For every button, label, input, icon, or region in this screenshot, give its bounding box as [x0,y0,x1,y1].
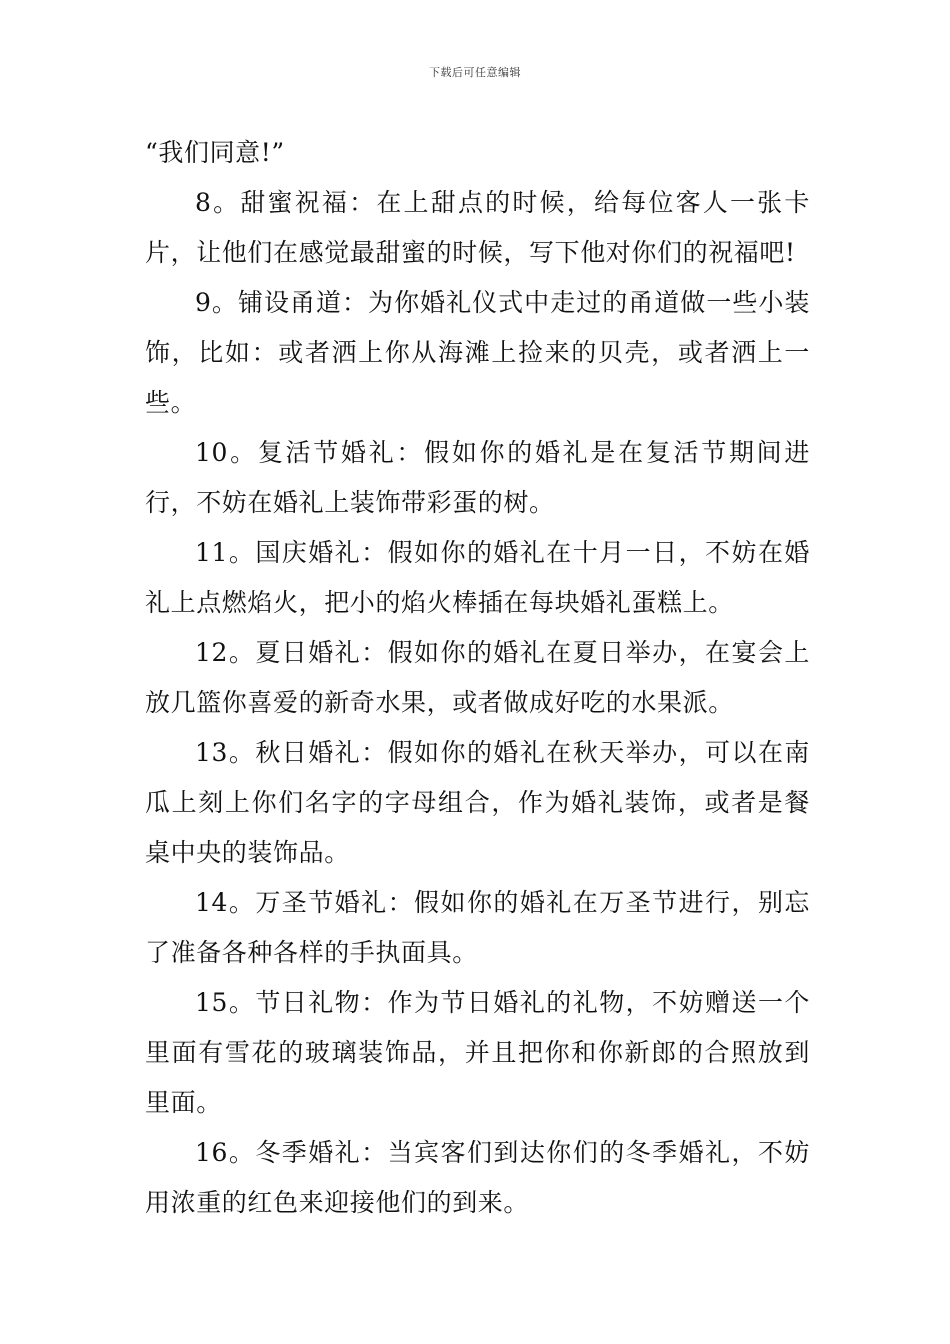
paragraph-item-10: 10。复活节婚礼：假如你的婚礼是在复活节期间进行，不妨在婚礼上装饰带彩蛋的树。 [145,438,810,517]
document-body [145,128,810,1228]
paragraph-item-8: 8。甜蜜祝福：在上甜点的时候，给每位客人一张卡片，让他们在感觉最甜蜜的时候，写下他对你们的祝福吧! [145,188,810,267]
paragraph-item-16: 16。冬季婚礼：当宾客们到达你们的冬季婚礼，不妨用浓重的红色来迎接他们的到来。 [145,1138,810,1217]
paragraph-item-9: 9。铺设甬道：为你婚礼仪式中走过的甬道做一些小装饰，比如：或者洒上你从海滩上捡来的贝壳，或者洒上一些。 [145,288,810,417]
paragraph-quote: “我们同意!” [145,138,285,167]
paragraph-item-13: 13。秋日婚礼：假如你的婚礼在秋天举办，可以在南瓜上刻上你们名字的字母组合，作为婚礼装饰，或者是餐桌中央的装饰品。 [145,738,810,867]
paragraph-item-15: 15。节日礼物：作为节日婚礼的礼物，不妨赠送一个里面有雪花的玻璃装饰品，并且把你和你新郎的合照放到里面。 [145,988,810,1117]
paragraph-item-12: 12。夏日婚礼：假如你的婚礼在夏日举办，在宴会上放几篮你喜爱的新奇水果，或者做成好吃的水果派。 [145,638,810,717]
page-header-note: 下载后可任意编辑 [429,66,521,79]
paragraph-item-11: 11。国庆婚礼：假如你的婚礼在十月一日，不妨在婚礼上点燃焰火，把小的焰火棒插在每块婚礼蛋糕上。 [145,538,810,617]
paragraph-item-14: 14。万圣节婚礼：假如你的婚礼在万圣节进行，别忘了准备各种各样的手执面具。 [145,888,810,967]
